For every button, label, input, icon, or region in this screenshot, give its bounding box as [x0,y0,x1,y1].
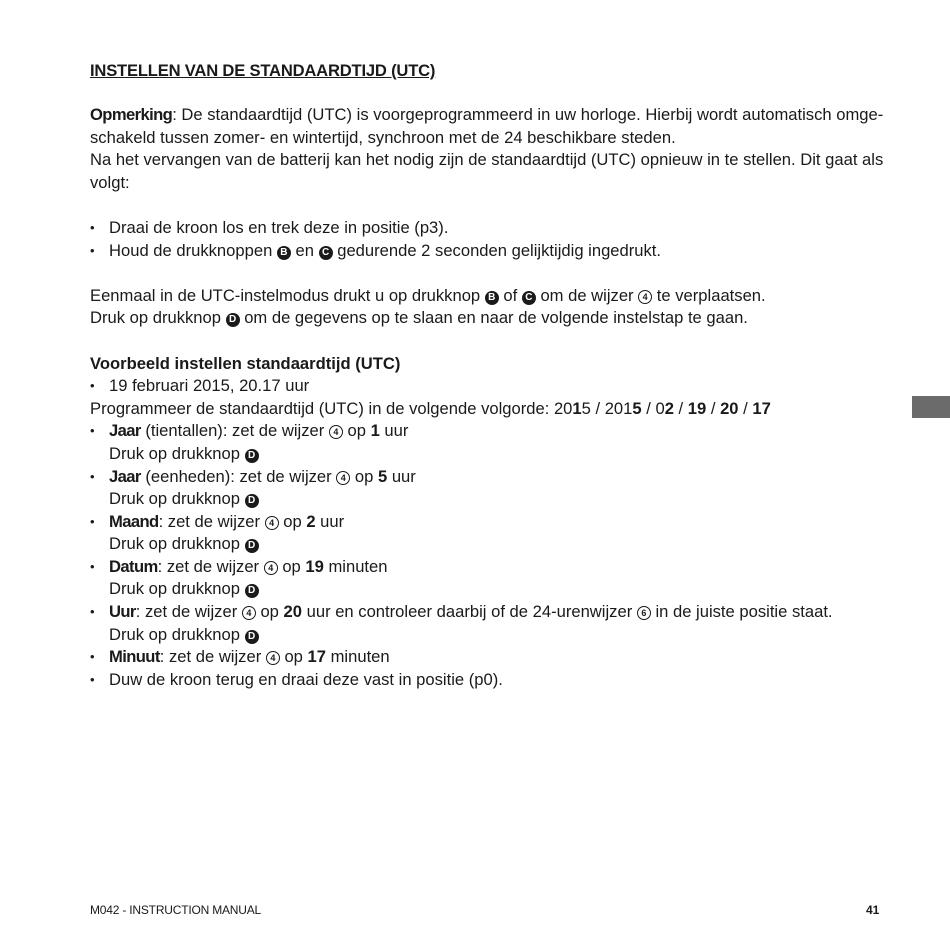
press-d-line: Druk op drukknop D [90,624,890,647]
page-title: INSTELLEN VAN DE STANDAARDTIJD (UTC) [90,61,436,80]
hand-4-icon: 4 [336,471,350,485]
example-heading: Voorbeeld instellen standaardtijd (UTC) [90,353,401,373]
button-c-icon: C [319,246,333,260]
list-item: • Jaar (tientallen): zet de wijzer 4 op 1 uur [90,420,890,443]
page-number: 41 [866,903,880,917]
list-item: • Draai de kroon los en trek deze in positie (p3). [90,217,890,240]
hand-4-icon: 4 [266,651,280,665]
note-label: Opmerking [90,105,173,124]
manual-page [90,60,890,691]
section-tab-marker [912,396,950,418]
button-d-icon: D [245,584,259,598]
button-c-icon: C [522,291,536,305]
utc-mode-line-2: Druk op drukknop D om de gegevens op te slaan en naar de volgende instelstap te gaan. [90,308,748,328]
list-item: • Duw de kroon terug en draai deze vast in positie (p0). [90,669,890,692]
example-date: • 19 februari 2015, 20.17 uur [90,375,890,398]
press-d-line: Druk op drukknop D [90,443,890,466]
button-b-icon: B [485,291,499,305]
footer-title: M042 - INSTRUCTION MANUAL [90,903,262,917]
button-d-icon: D [245,494,259,508]
note-paragraph-2: Na het vervangen van de batterij kan het nodig zijn de standaardtijd (UTC) opnieuw in te stellen. Dit gaat als volgt: [90,150,884,192]
press-d-line: Druk op drukknop D [90,578,890,601]
button-d-icon: D [245,449,259,463]
button-d-icon: D [245,630,259,644]
hand-4-icon: 4 [264,561,278,575]
hand-4-icon: 4 [329,425,343,439]
hand-4-icon: 4 [638,290,652,304]
note-paragraph [90,104,890,149]
list-item: • Maand: zet de wijzer 4 op 2 uur [90,511,890,534]
press-d-line: Druk op drukknop D [90,533,890,556]
button-d-icon: D [245,539,259,553]
list-item: • Minuut: zet de wijzer 4 op 17 minuten [90,646,890,669]
button-d-icon: D [226,313,240,327]
list-item: • Jaar (eenheden): zet de wijzer 4 op 5 uur [90,466,890,489]
list-item: • Uur: zet de wijzer 4 op 20 uur en controleer daarbij of de 24-urenwijzer 6 in de juiste positie staat. [90,601,890,624]
list-item: • Houd de drukknoppen B en C gedurende 2 seconden gelijktijdig ingedrukt. [90,240,890,263]
button-b-icon: B [277,246,291,260]
hand-6-icon: 6 [637,606,651,620]
order-line: Programmeer de standaardtijd (UTC) in de volgende volgorde: 2015 / 2015 / 02 / 19 / 20 / 17 [90,398,771,418]
press-d-line: Druk op drukknop D [90,488,890,511]
example-steps [90,420,890,691]
utc-mode-line-1: Eenmaal in de UTC-instelmodus drukt u op drukknop B of C om de wijzer 4 te verplaatsen. [90,285,766,305]
hand-4-icon: 4 [242,606,256,620]
prep-steps [90,217,890,262]
hand-4-icon: 4 [265,516,279,530]
list-item: • Datum: zet de wijzer 4 op 19 minuten [90,556,890,579]
note-text: : De standaardtijd (UTC) is voorgeprogrammeerd in uw horloge. Hierbij wordt automatisch omge-schakeld tussen zomer- en wintertijd, synchroon met de 24 beschikbare steden. [90,105,884,147]
